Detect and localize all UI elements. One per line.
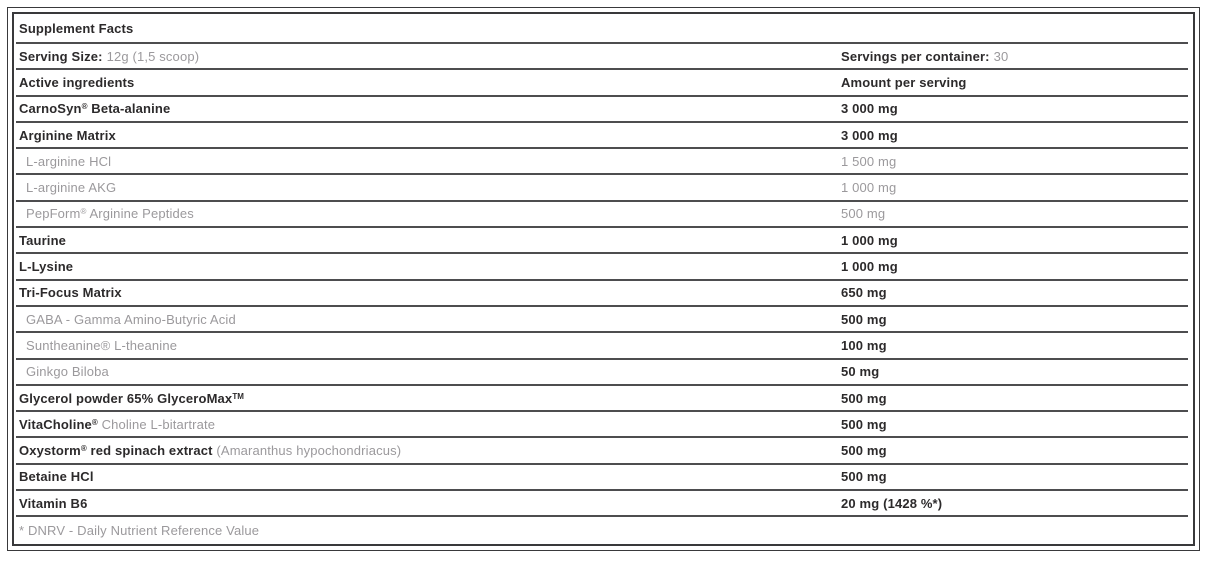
ingredient-name: Arginine Matrix	[19, 127, 116, 143]
ingredient-row	[16, 360, 1188, 386]
ingredients-header-label: Active ingredients	[19, 74, 135, 90]
ingredient-row	[16, 228, 1188, 254]
ingredient-name: Ginkgo Biloba	[26, 364, 109, 380]
ingredient-name: Vitamin B6	[19, 495, 88, 511]
table-title: Supplement Facts	[19, 20, 134, 36]
ingredient-amount: 1 000 mg	[841, 180, 897, 196]
table-inner-border	[12, 12, 1195, 546]
ingredient-amount: 500 mg	[841, 443, 887, 459]
ingredient-row	[16, 123, 1188, 149]
ingredient-amount: 650 mg	[841, 285, 887, 301]
ingredient-name: Tri-Focus Matrix	[19, 285, 122, 301]
servings-per-container-label: Servings per container:	[841, 48, 990, 64]
amount-header-label: Amount per serving	[841, 74, 967, 90]
servings-per-container-value: 30	[993, 48, 1009, 64]
ingredient-amount: 500 mg	[841, 206, 886, 222]
ingredient-amount: 3 000 mg	[841, 101, 898, 117]
ingredient-name: L-Lysine	[19, 259, 74, 275]
ingredient-row	[16, 333, 1188, 359]
ingredient-name: CarnoSyn® Beta-alanine	[19, 101, 171, 117]
ingredient-amount: 100 mg	[841, 337, 887, 353]
ingredient-row	[16, 175, 1188, 201]
serving-size-value: 12g (1,5 scoop)	[106, 48, 200, 64]
ingredient-name: L-arginine AKG	[26, 180, 117, 196]
ingredient-row	[16, 412, 1188, 438]
ingredient-name: Taurine	[19, 232, 67, 248]
supplement-facts-table	[7, 7, 1200, 551]
ingredient-name: L-arginine HCl	[26, 153, 112, 169]
ingredient-row	[16, 307, 1188, 333]
table-rows	[14, 14, 1193, 544]
table-title-cell	[16, 21, 841, 36]
ingredient-name: GABA - Gamma Amino-Butyric Acid	[26, 311, 236, 327]
footnote-cell	[16, 523, 841, 538]
ingredient-row	[16, 149, 1188, 175]
ingredient-amount: 500 mg	[841, 311, 887, 327]
serving-size-cell	[16, 49, 841, 64]
ingredient-amount: 500 mg	[841, 390, 887, 406]
footnote-row	[16, 517, 1188, 544]
ingredient-amount: 1 000 mg	[841, 232, 898, 248]
ingredient-row	[16, 254, 1188, 280]
table-title-row	[16, 14, 1188, 44]
ingredient-amount: 500 mg	[841, 416, 887, 432]
ingredient-name: PepForm® Arginine Peptides	[26, 206, 194, 222]
ingredient-amount: 500 mg	[841, 469, 887, 485]
ingredient-amount: 1 000 mg	[841, 259, 898, 275]
ingredient-amount: 3 000 mg	[841, 127, 898, 143]
serving-size-label: Serving Size:	[19, 48, 103, 64]
ingredient-amount: 20 mg (1428 %*)	[841, 495, 943, 511]
serving-row	[16, 44, 1188, 70]
ingredient-row	[16, 465, 1188, 491]
ingredient-amount: 1 500 mg	[841, 153, 897, 169]
ingredient-row	[16, 438, 1188, 464]
ingredient-row	[16, 491, 1188, 517]
footnote: * DNRV - Daily Nutrient Reference Value	[19, 523, 260, 539]
ingredient-name: Glycerol powder 65% GlyceroMax™	[19, 390, 244, 406]
ingredient-name: Suntheanine® L-theanine	[26, 337, 178, 353]
ingredient-name: VitaCholine® Choline L-bitartrate	[19, 416, 216, 432]
ingredient-name: Betaine HCl	[19, 469, 94, 485]
ingredient-row	[16, 202, 1188, 228]
ingredient-row	[16, 386, 1188, 412]
servings-per-container-cell	[841, 49, 1188, 64]
ingredient-name: Oxystorm® red spinach extract (Amaranthus hypochondriacus)	[19, 443, 402, 459]
ingredient-row	[16, 97, 1188, 123]
ingredient-row	[16, 281, 1188, 307]
columns-header-row	[16, 70, 1188, 96]
ingredient-amount: 50 mg	[841, 364, 880, 380]
amount-column-header	[841, 75, 1188, 90]
ingredients-column-header	[16, 75, 841, 90]
